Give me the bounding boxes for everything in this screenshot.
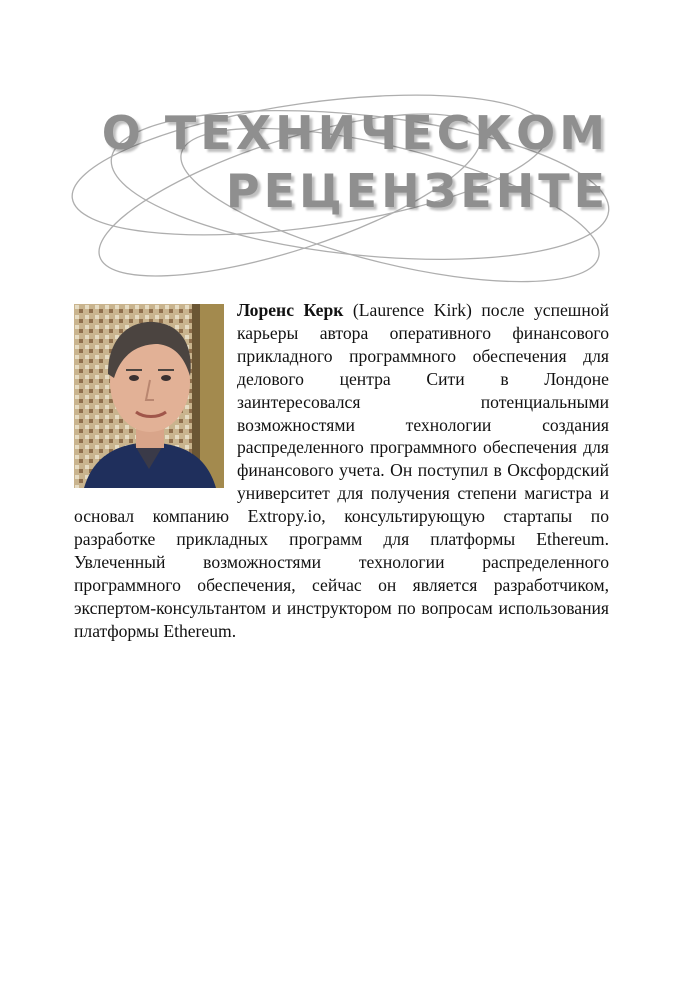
reviewer-name: Лоренс Керк [237,300,344,320]
page-title-line-2: РЕЦЕНЗЕНТЕ [225,164,609,218]
page-title-line-1: О ТЕХНИЧЕСКОМ [101,106,609,160]
reviewer-bio [74,299,609,643]
reviewer-bio-text: (Laurence Kirk) после успешной карьеры автора оперативного финансового прикладного программного обеспечения для делового центра Сити в Лондоне заинтересовался потенциальными возможностями технологии создания распределенного программного обеспечения для финансового учета. Он поступил в Оксфордский университет для получения степени магистра и основал компанию Extropy.io, консультирующую стартапы по разработке прикладных программ для платформы Ethereum. Увлеченный возможностями технологии распределенного программного обеспечения, сейчас он является разработчиком, экспертом-консультантом и инструктором по вопросам использования платформы Ethereum. [74,300,609,641]
photo-float-spacer [74,299,237,499]
